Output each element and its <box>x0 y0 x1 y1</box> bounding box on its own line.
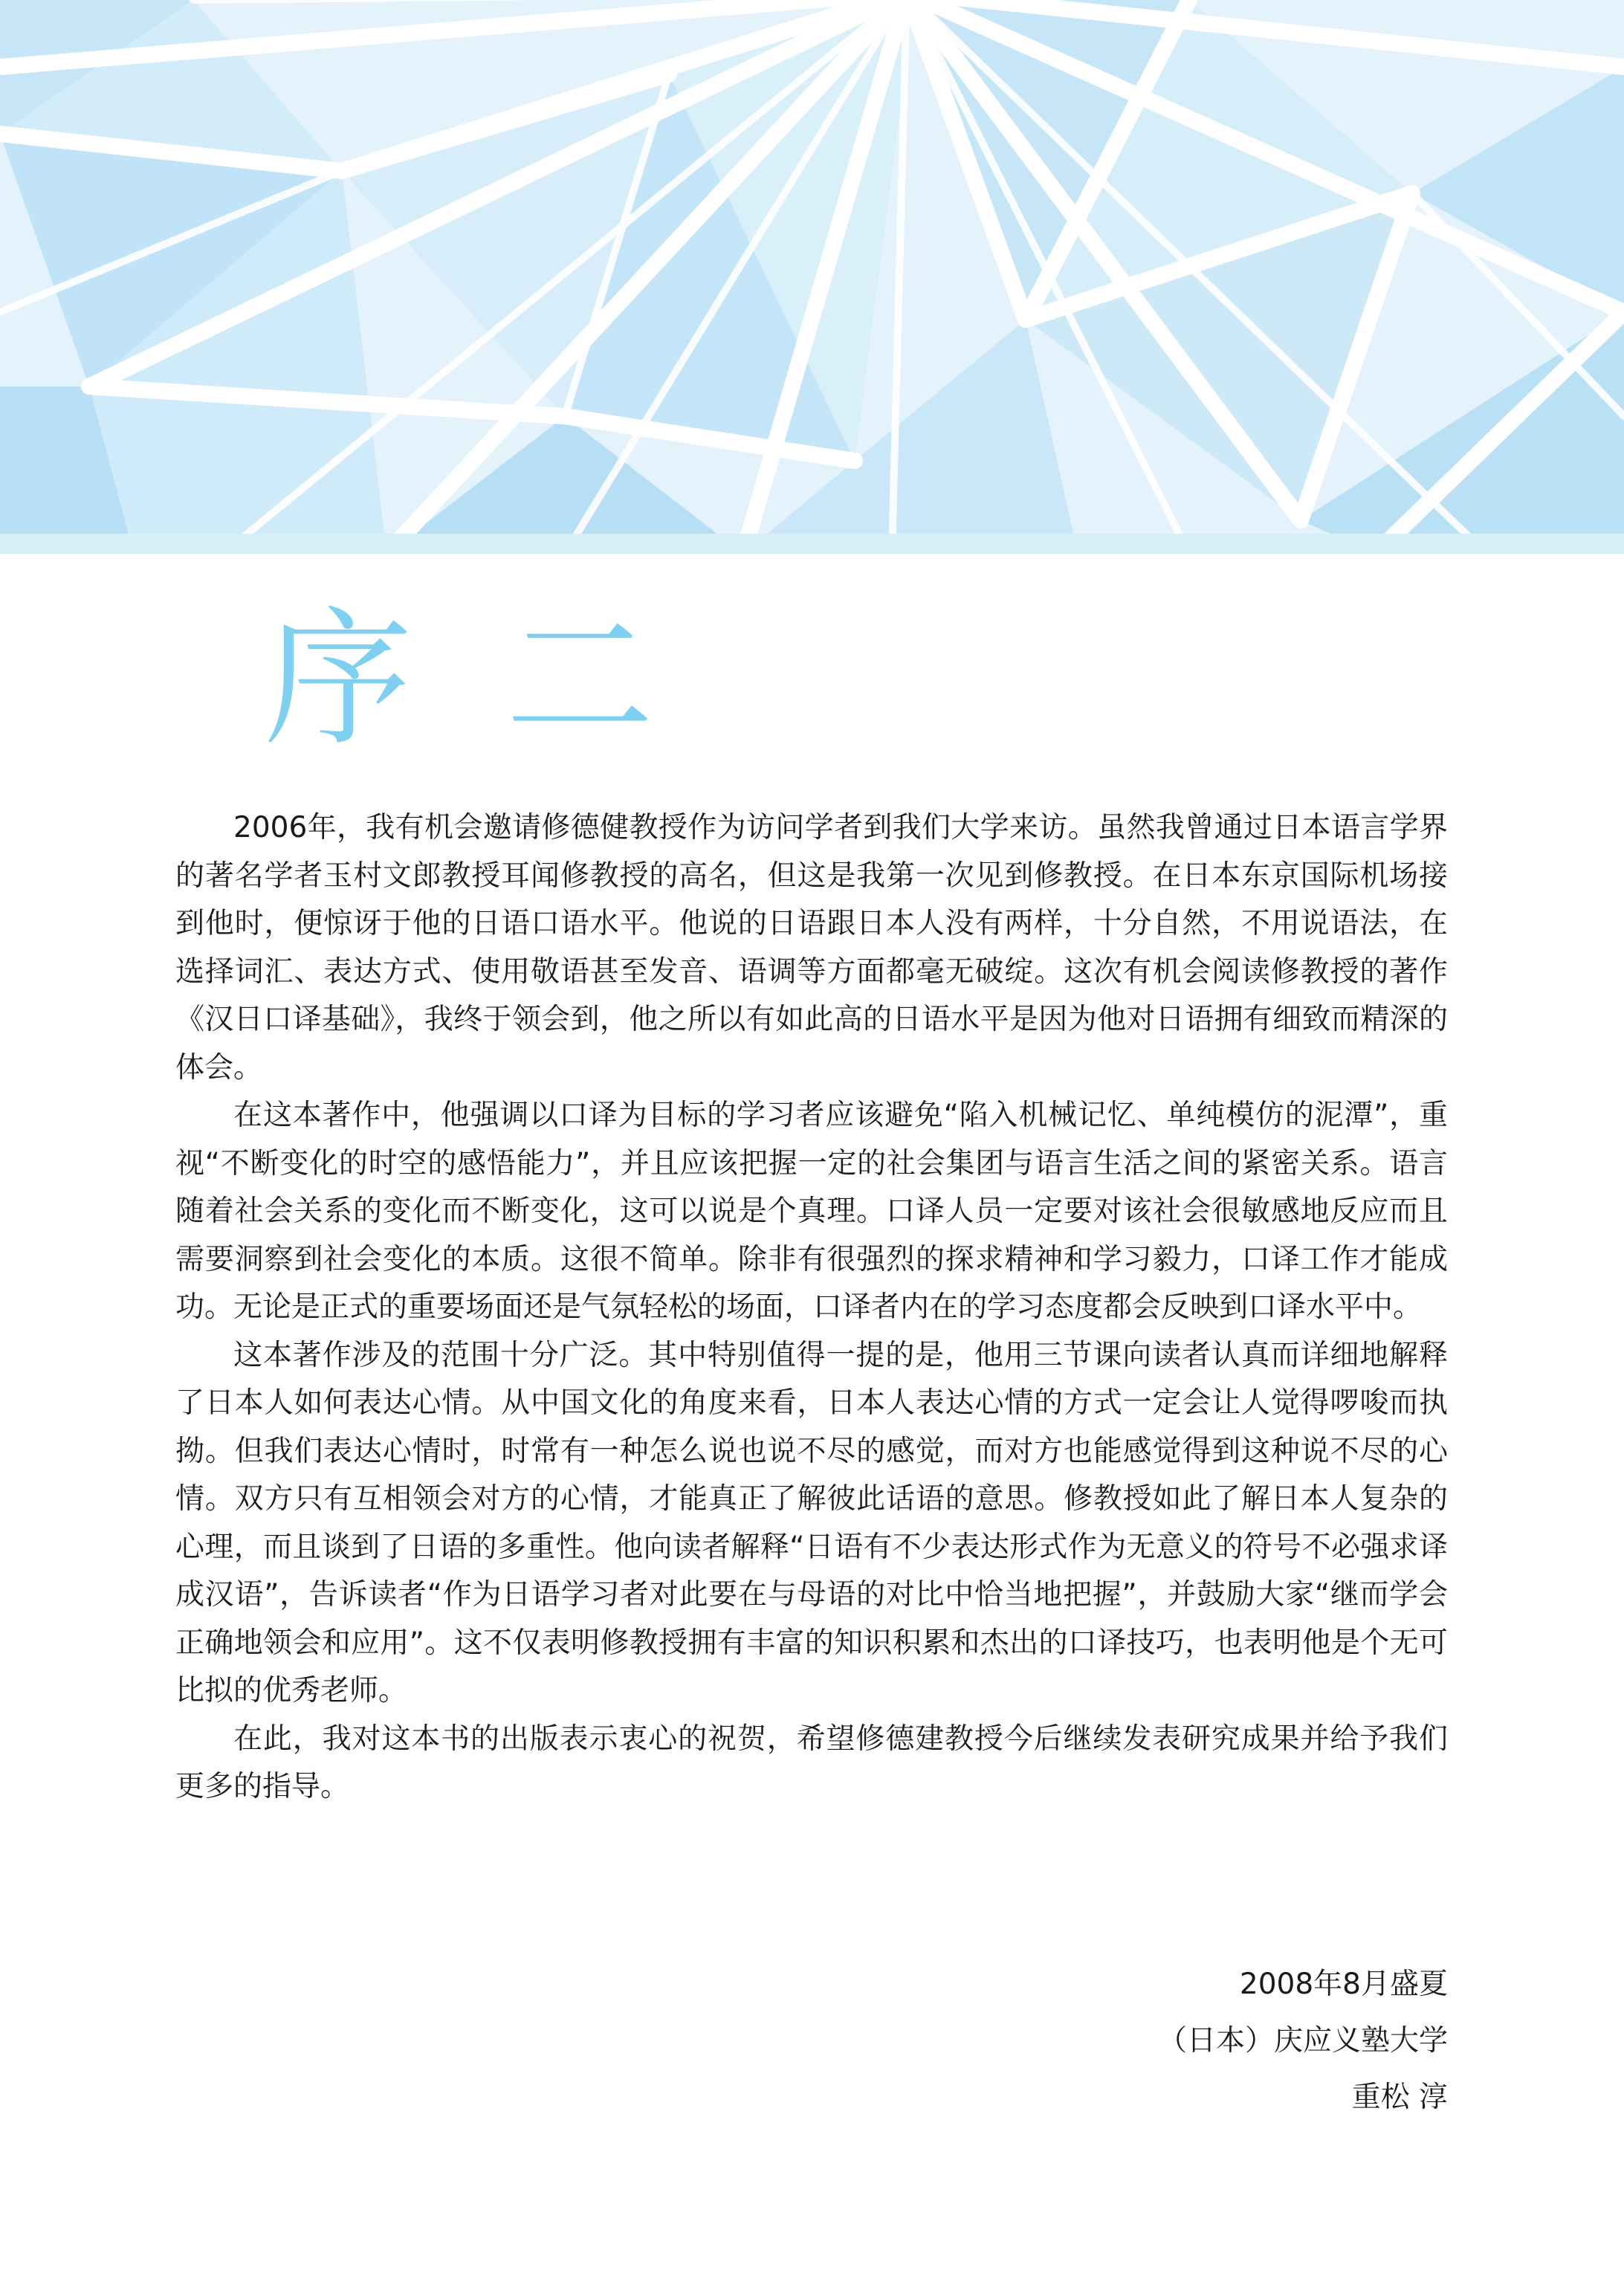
page-heading <box>264 595 654 766</box>
geometric-rays-graphic <box>0 0 1624 554</box>
signoff-author: 重松 淳 <box>1351 2081 1448 2114</box>
paragraph-3: 这本著作涉及的范围十分广泛。其中特别值得一提的是，他用三节课向读者认真而详细地解释了日本人如何表达心情。从中国文化的角度来看，日本人表达心情的方式一定会让人觉得啰唆而执拗。但我们表达心情时，时常有一种怎么说也说不尽的感觉，而对方也能感觉得到这种说不尽的心情。双方只有互相领会对方的心情，才能真正了解彼此话语的意思。修教授如此了解日本人复杂的心理，而且谈到了日语的多重性。他向读者解释“日语有不少表达形式作为无意义的符号不必强求译成汉语”，告诉读者“作为日语学习者对此要在与母语的对比中恰当地把握”，并鼓励大家“继而学会正确地领会和应用”。这不仅表明修教授拥有丰富的知识积累和杰出的口译技巧，也表明他是个无可比拟的优秀老师。 <box>175 1338 1448 1707</box>
preface-body <box>175 804 1448 1811</box>
paragraph-2: 在这本著作中，他强调以口译为目标的学习者应该避免“陷入机械记忆、单纯模仿的泥潭”，重视“不断变化的时空的感悟能力”，并且应该把握一定的社会集团与语言生活之间的紧密关系。语言随着社会关系的变化而不断变化，这可以说是个真理。口译人员一定要对该社会很敏感地反应而且需要洞察到社会变化的本质。这很不简单。除非有很强烈的探求精神和学习毅力，口译工作才能成功。无论是正式的重要场面还是气氛轻松的场面，口译者内在的学习态度都会反映到口译水平中。 <box>175 1099 1448 1324</box>
signoff-affiliation: （日本）庆应义塾大学 <box>1157 2024 1448 2058</box>
heading-char-1: 序 <box>264 593 413 766</box>
decorative-banner <box>0 0 1624 554</box>
paragraph-4: 在此，我对这本书的出版表示衷心的祝贺，希望修德建教授今后继续发表研究成果并给予我们更多的指导。 <box>175 1722 1448 1803</box>
heading-char-2: 二 <box>505 593 655 766</box>
signoff-date: 2008年8月盛夏 <box>1239 1968 1448 2001</box>
signoff-block <box>1158 1956 1448 2126</box>
paragraph-1: 2006年，我有机会邀请修德健教授作为访问学者到我们大学来访。虽然我曾通过日本语言学界的著名学者玉村文郎教授耳闻修教授的高名，但这是我第一次见到修教授。在日本东京国际机场接到他时，便惊讶于他的日语口语水平。他说的日语跟日本人没有两样，十分自然，不用说语法，在选择词汇、表达方式、使用敬语甚至发音、语调等方面都毫无破绽。这次有机会阅读修教授的著作《汉日口译基础》，我终于领会到，他之所以有如此高的日语水平是因为他对日语拥有细致而精深的体会。 <box>175 811 1448 1085</box>
